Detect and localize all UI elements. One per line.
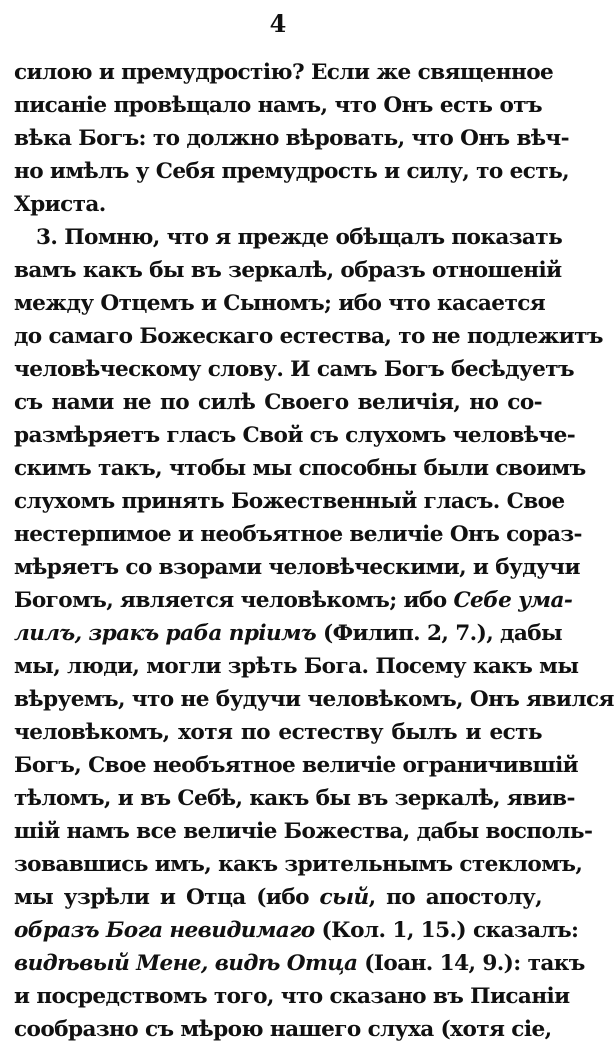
text-segment: нестерпимое и необъятное величіе Онъ сораз-: [14, 522, 582, 547]
text-segment: шій намъ все величіе Божества, дабы восполь-: [14, 819, 593, 844]
text-line: [36, 221, 563, 254]
text-line: [14, 485, 565, 518]
text-segment: человѣкомъ, хотя по естеству былъ и есть: [14, 720, 542, 745]
text-segment: скимъ такъ, чтобы мы способны были своимъ: [14, 456, 586, 481]
text-segment: вамъ какъ бы въ зеркалѣ, образъ отношеній: [14, 258, 562, 283]
italic-quote: видѣвый Мене, видѣ Отца: [14, 951, 358, 976]
text-line: [14, 650, 579, 683]
text-segment: человѣческому слову. И самъ Богъ бесѣдуетъ: [14, 357, 575, 382]
text-line: [14, 419, 576, 452]
text-line: [14, 815, 593, 848]
text-line: [14, 386, 542, 419]
text-line: [14, 749, 579, 782]
text-segment: мѣряетъ со взорами человѣческими, и будучи: [14, 555, 580, 580]
text-line: [14, 914, 579, 947]
text-segment: мы узрѣли и Отца (ибо: [14, 885, 320, 910]
text-segment: но имѣлъ у Себя премудрость и силу, то есть,: [14, 159, 570, 184]
text-line: [14, 353, 575, 386]
text-line: [14, 617, 563, 650]
text-segment: зовавшись имъ, какъ зрительнымъ стекломъ,: [14, 852, 583, 877]
text-line: [14, 551, 580, 584]
text-segment: вѣка Богъ: то должно вѣровать, что Онъ вѣч-: [14, 126, 569, 151]
text-segment: (Іоан. 14, 9.): такъ: [357, 951, 585, 976]
text-line: [14, 320, 603, 353]
text-segment: вѣруемъ, что не будучи человѣкомъ, Онъ явился: [14, 687, 614, 712]
text-segment: до самаго Божескаго естества, то не подлежитъ: [14, 324, 603, 349]
text-line: [14, 1013, 552, 1046]
text-line: [14, 56, 554, 89]
text-line: [14, 683, 614, 716]
text-segment: силою и премудростію? Если же священное: [14, 60, 554, 85]
italic-quote: сый: [319, 885, 369, 910]
text-segment: тѣломъ, и въ Себѣ, какъ бы въ зеркалѣ, явив-: [14, 786, 575, 811]
text-segment: Христа.: [14, 192, 106, 217]
text-segment: съ нами не по силѣ Своего величія, но со-: [14, 390, 542, 415]
text-line: [14, 254, 562, 287]
text-segment: слухомъ принять Божественный гласъ. Свое: [14, 489, 565, 514]
text-line: [14, 188, 542, 221]
text-line: [14, 584, 573, 617]
text-line: [14, 980, 570, 1013]
italic-quote: Себе ума-: [453, 588, 573, 613]
text-segment: Богомъ, является человѣкомъ; ибо: [14, 588, 454, 613]
text-segment: Богъ, Свое необъятное величіе ограничившій: [14, 753, 579, 778]
text-line: [14, 122, 569, 155]
text-line: [14, 452, 586, 485]
text-segment: и посредствомъ того, что сказано въ Писаніи: [14, 984, 570, 1009]
italic-quote: лилъ, зракъ раба пріимъ: [14, 621, 317, 646]
text-segment: (Филип. 2, 7.), дабы: [316, 621, 563, 646]
text-line: [14, 881, 542, 914]
italic-quote: образъ Бога невидимаго: [14, 918, 315, 943]
text-segment: (Кол. 1, 15.) сказалъ:: [314, 918, 579, 943]
text-line: [14, 716, 542, 749]
text-line: [14, 89, 542, 122]
text-segment: размѣряетъ гласъ Свой съ слухомъ человѣче-: [14, 423, 576, 448]
text-segment: мы, люди, могли зрѣть Бога. Посему какъ мы: [14, 654, 579, 679]
text-line: [14, 155, 570, 188]
text-line: [14, 782, 575, 815]
text-line: [14, 848, 583, 881]
text-segment: 3. Помню, что я прежде обѣщалъ показать: [36, 225, 563, 250]
text-line: [14, 287, 546, 320]
text-segment: между Отцемъ и Сыномъ; ибо что касается: [14, 291, 546, 316]
text-segment: , по апостолу,: [368, 885, 543, 910]
text-segment: писаніе провѣщало намъ, что Онъ есть отъ: [14, 93, 542, 118]
page-number: 4: [269, 9, 287, 38]
text-line: [14, 947, 585, 980]
text-segment: сообразно съ мѣрою нашего слуха (хотя сіе,: [14, 1017, 552, 1042]
text-line: [14, 518, 582, 551]
